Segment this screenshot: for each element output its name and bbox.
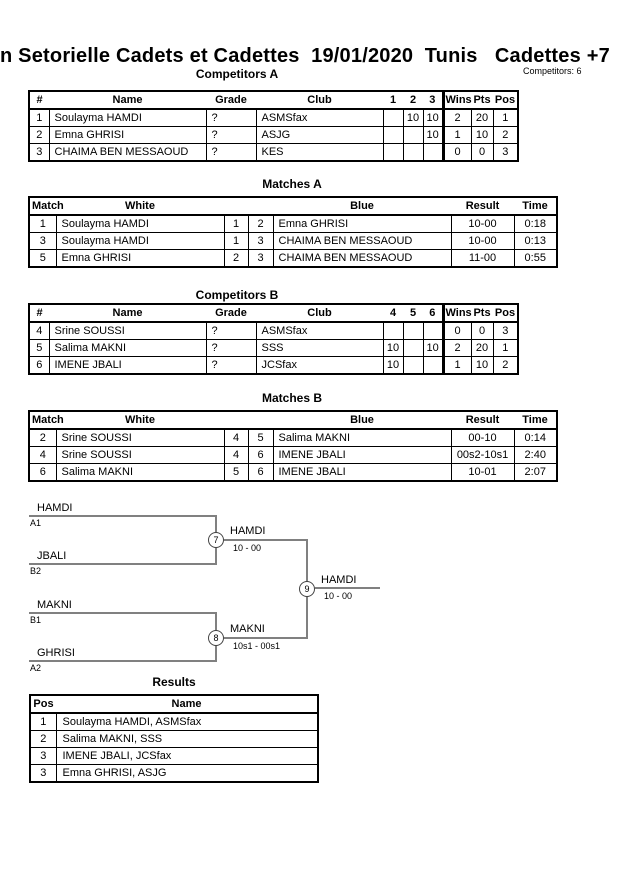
column-header bbox=[248, 197, 273, 215]
table-cell: 2:40 bbox=[514, 447, 557, 464]
table-cell: 4 bbox=[224, 429, 248, 447]
column-header: Match bbox=[29, 411, 56, 429]
column-header: Grade bbox=[206, 304, 256, 322]
table-cell bbox=[403, 322, 423, 340]
column-header: Pts bbox=[471, 91, 493, 109]
table-cell: 6 bbox=[248, 447, 273, 464]
table-cell: Emna GHRISI bbox=[56, 250, 224, 268]
page-title: n Setorielle Cadets et Cadettes 19/01/2020 Tunis Cadettes +7 bbox=[0, 45, 610, 67]
table-cell: ? bbox=[206, 322, 256, 340]
table-row bbox=[29, 464, 557, 482]
table-cell: 3 bbox=[493, 144, 518, 162]
table-cell: CHAIMA BEN MESSAOUD bbox=[49, 144, 206, 162]
table-cell: 5 bbox=[224, 464, 248, 482]
table-cell: ASJG bbox=[256, 127, 383, 144]
matches-b-table bbox=[28, 410, 558, 482]
column-header: Grade bbox=[206, 91, 256, 109]
bracket-match-score: 10 - 00 bbox=[233, 543, 262, 553]
table-cell: 0:55 bbox=[514, 250, 557, 268]
table-cell: 10 bbox=[383, 340, 403, 357]
table-cell: 3 bbox=[30, 765, 56, 783]
column-header: Match bbox=[29, 197, 56, 215]
table-cell: 2 bbox=[30, 731, 56, 748]
table-cell: 6 bbox=[248, 464, 273, 482]
table-cell: 10-01 bbox=[451, 464, 514, 482]
table-cell: 10 bbox=[423, 340, 443, 357]
column-header: Wins bbox=[443, 304, 471, 322]
table-cell: ? bbox=[206, 109, 256, 127]
table-cell bbox=[423, 322, 443, 340]
table-cell: 1 bbox=[443, 357, 471, 375]
bracket-slot-seed: A2 bbox=[30, 663, 42, 673]
table-cell: ? bbox=[206, 127, 256, 144]
table-cell: IMENE JBALI bbox=[273, 447, 451, 464]
table-cell: Srine SOUSSI bbox=[56, 447, 224, 464]
bracket-match-number: 9 bbox=[299, 581, 315, 597]
column-header: # bbox=[29, 91, 49, 109]
table-row bbox=[29, 233, 557, 250]
table-cell: ? bbox=[206, 340, 256, 357]
table-cell: 3 bbox=[493, 322, 518, 340]
column-header: Pos bbox=[30, 695, 56, 713]
column-header: Name bbox=[49, 304, 206, 322]
table-cell: 1 bbox=[224, 215, 248, 233]
table-cell: 4 bbox=[224, 447, 248, 464]
table-row bbox=[29, 250, 557, 268]
table-header-row bbox=[29, 304, 518, 322]
column-header bbox=[224, 411, 248, 429]
heading-matches-b: Matches B bbox=[261, 391, 323, 405]
table-cell bbox=[383, 109, 403, 127]
bracket-match-number: 8 bbox=[208, 630, 224, 646]
competitors-count: Competitors: 6 bbox=[523, 66, 582, 76]
table-row bbox=[29, 127, 518, 144]
table-cell: JCSfax bbox=[256, 357, 383, 375]
table-cell: 2 bbox=[493, 127, 518, 144]
table-cell: Srine SOUSSI bbox=[56, 429, 224, 447]
table-cell: Salima MAKNI, SSS bbox=[56, 731, 318, 748]
table-cell: 10-00 bbox=[451, 233, 514, 250]
table-row bbox=[29, 429, 557, 447]
table-cell: IMENE JBALI, JCSfax bbox=[56, 748, 318, 765]
table-cell: 4 bbox=[29, 447, 56, 464]
table-cell: 0:13 bbox=[514, 233, 557, 250]
table-cell: CHAIMA BEN MESSAOUD bbox=[273, 250, 451, 268]
column-header: Club bbox=[256, 304, 383, 322]
table-cell bbox=[423, 144, 443, 162]
table-cell: 1 bbox=[29, 215, 56, 233]
table-cell: Srine SOUSSI bbox=[49, 322, 206, 340]
column-header: 6 bbox=[423, 304, 443, 322]
bracket-match-score: 10s1 - 00s1 bbox=[233, 641, 281, 651]
column-header: Name bbox=[56, 695, 318, 713]
column-header: Time bbox=[514, 411, 557, 429]
results-table bbox=[29, 694, 319, 783]
table-row bbox=[29, 144, 518, 162]
bracket-winner-line bbox=[224, 539, 308, 541]
column-header: Result bbox=[451, 411, 514, 429]
column-header: Wins bbox=[443, 91, 471, 109]
table-cell: 3 bbox=[30, 748, 56, 765]
table-row bbox=[30, 748, 318, 765]
table-cell bbox=[383, 127, 403, 144]
table-cell: 20 bbox=[471, 109, 493, 127]
table-cell: 3 bbox=[29, 233, 56, 250]
bracket-slot-line bbox=[29, 612, 217, 614]
column-header: White bbox=[56, 197, 224, 215]
table-cell: 0:18 bbox=[514, 215, 557, 233]
table-cell: 1 bbox=[493, 340, 518, 357]
column-header: 3 bbox=[423, 91, 443, 109]
table-cell: Salima MAKNI bbox=[273, 429, 451, 447]
column-header: White bbox=[56, 411, 224, 429]
table-cell: 10 bbox=[403, 109, 423, 127]
table-cell: 4 bbox=[29, 322, 49, 340]
column-header: 1 bbox=[383, 91, 403, 109]
bracket-match-score: 10 - 00 bbox=[324, 591, 353, 601]
table-cell: 5 bbox=[248, 429, 273, 447]
matches-a-table bbox=[28, 196, 558, 268]
table-cell bbox=[383, 322, 403, 340]
column-header: # bbox=[29, 304, 49, 322]
table-cell: 10 bbox=[471, 127, 493, 144]
table-cell: 2 bbox=[443, 109, 471, 127]
heading-results: Results bbox=[152, 675, 196, 689]
table-cell: ? bbox=[206, 144, 256, 162]
table-row bbox=[30, 765, 318, 783]
table-cell: 1 bbox=[30, 713, 56, 731]
column-header: 4 bbox=[383, 304, 403, 322]
table-row bbox=[29, 322, 518, 340]
bracket-slot-seed: B2 bbox=[30, 566, 42, 576]
bracket-winner-line bbox=[315, 587, 380, 589]
table-cell: 2 bbox=[29, 429, 56, 447]
table-cell: 0 bbox=[471, 322, 493, 340]
table-cell: 0:14 bbox=[514, 429, 557, 447]
table-cell: ASMSfax bbox=[256, 109, 383, 127]
table-cell: IMENE JBALI bbox=[273, 464, 451, 482]
table-header-row bbox=[29, 411, 557, 429]
table-cell: 11-00 bbox=[451, 250, 514, 268]
bracket-slot-line bbox=[29, 515, 217, 517]
competitors-b-table bbox=[28, 303, 519, 375]
table-cell: 6 bbox=[29, 464, 56, 482]
table-cell: 5 bbox=[29, 250, 56, 268]
table-cell: 0 bbox=[471, 144, 493, 162]
table-cell: 10 bbox=[423, 109, 443, 127]
table-cell: 10 bbox=[383, 357, 403, 375]
table-cell: Soulayma HAMDI bbox=[56, 233, 224, 250]
competitors-a-table bbox=[28, 90, 519, 162]
heading-competitors-b: Competitors B bbox=[195, 288, 279, 302]
table-cell: 1 bbox=[443, 127, 471, 144]
table-cell: Emna GHRISI bbox=[273, 215, 451, 233]
bracket-match-number: 7 bbox=[208, 532, 224, 548]
table-cell: KES bbox=[256, 144, 383, 162]
table-cell: 5 bbox=[29, 340, 49, 357]
table-cell: 20 bbox=[471, 340, 493, 357]
bracket-slot-line bbox=[29, 563, 217, 565]
table-cell bbox=[403, 357, 423, 375]
table-cell: 2 bbox=[29, 127, 49, 144]
table-cell: 1 bbox=[493, 109, 518, 127]
table-row bbox=[29, 357, 518, 375]
table-cell bbox=[423, 357, 443, 375]
column-header: Result bbox=[451, 197, 514, 215]
table-cell: 0 bbox=[443, 322, 471, 340]
table-row bbox=[30, 713, 318, 731]
table-cell: 2 bbox=[248, 215, 273, 233]
table-cell: Salima MAKNI bbox=[49, 340, 206, 357]
bracket-winner-line bbox=[224, 637, 308, 639]
table-cell: 3 bbox=[248, 233, 273, 250]
column-header: Pos bbox=[493, 304, 518, 322]
table-cell: 2 bbox=[224, 250, 248, 268]
table-cell: 0 bbox=[443, 144, 471, 162]
bracket-winner-name: HAMDI bbox=[321, 574, 357, 586]
table-cell: Soulayma HAMDI, ASMSfax bbox=[56, 713, 318, 731]
bracket-slot-seed: B1 bbox=[30, 615, 42, 625]
table-cell: Soulayma HAMDI bbox=[49, 109, 206, 127]
column-header: Time bbox=[514, 197, 557, 215]
table-cell: 3 bbox=[248, 250, 273, 268]
table-cell: 10 bbox=[423, 127, 443, 144]
column-header: Club bbox=[256, 91, 383, 109]
column-header: 5 bbox=[403, 304, 423, 322]
table-row bbox=[29, 447, 557, 464]
table-cell: 2 bbox=[443, 340, 471, 357]
bracket-slot-name: JBALI bbox=[37, 550, 67, 562]
table-cell: CHAIMA BEN MESSAOUD bbox=[273, 233, 451, 250]
table-cell: IMENE JBALI bbox=[49, 357, 206, 375]
table-cell: 1 bbox=[29, 109, 49, 127]
table-cell: SSS bbox=[256, 340, 383, 357]
table-cell: 3 bbox=[29, 144, 49, 162]
column-header bbox=[224, 197, 248, 215]
table-cell bbox=[403, 340, 423, 357]
table-cell: ASMSfax bbox=[256, 322, 383, 340]
bracket-slot-line bbox=[29, 660, 217, 662]
heading-matches-a: Matches A bbox=[262, 177, 322, 191]
table-row bbox=[29, 109, 518, 127]
column-header: 2 bbox=[403, 91, 423, 109]
table-header-row bbox=[29, 91, 518, 109]
heading-competitors-a: Competitors A bbox=[195, 67, 279, 81]
column-header: Pos bbox=[493, 91, 518, 109]
table-row bbox=[30, 731, 318, 748]
table-cell: 10-00 bbox=[451, 215, 514, 233]
table-header-row bbox=[30, 695, 318, 713]
table-cell: 2 bbox=[493, 357, 518, 375]
table-cell: Salima MAKNI bbox=[56, 464, 224, 482]
table-cell: 00s2-10s1 bbox=[451, 447, 514, 464]
table-cell: 00-10 bbox=[451, 429, 514, 447]
column-header bbox=[248, 411, 273, 429]
table-cell bbox=[403, 144, 423, 162]
table-cell: Emna GHRISI, ASJG bbox=[56, 765, 318, 783]
table-cell bbox=[383, 144, 403, 162]
bracket-winner-name: MAKNI bbox=[230, 623, 265, 635]
table-cell: 2:07 bbox=[514, 464, 557, 482]
table-cell: Soulayma HAMDI bbox=[56, 215, 224, 233]
column-header: Blue bbox=[273, 197, 451, 215]
bracket-slot-name: GHRISI bbox=[37, 647, 75, 659]
table-cell: 6 bbox=[29, 357, 49, 375]
column-header: Blue bbox=[273, 411, 451, 429]
table-cell bbox=[403, 127, 423, 144]
column-header: Pts bbox=[471, 304, 493, 322]
table-row bbox=[29, 215, 557, 233]
table-cell: Emna GHRISI bbox=[49, 127, 206, 144]
bracket-winner-name: HAMDI bbox=[230, 525, 266, 537]
table-header-row bbox=[29, 197, 557, 215]
bracket-slot-name: HAMDI bbox=[37, 502, 73, 514]
column-header: Name bbox=[49, 91, 206, 109]
table-cell: 10 bbox=[471, 357, 493, 375]
bracket-slot-name: MAKNI bbox=[37, 599, 72, 611]
table-cell: 1 bbox=[224, 233, 248, 250]
bracket-slot-seed: A1 bbox=[30, 518, 42, 528]
table-row bbox=[29, 340, 518, 357]
table-cell: ? bbox=[206, 357, 256, 375]
